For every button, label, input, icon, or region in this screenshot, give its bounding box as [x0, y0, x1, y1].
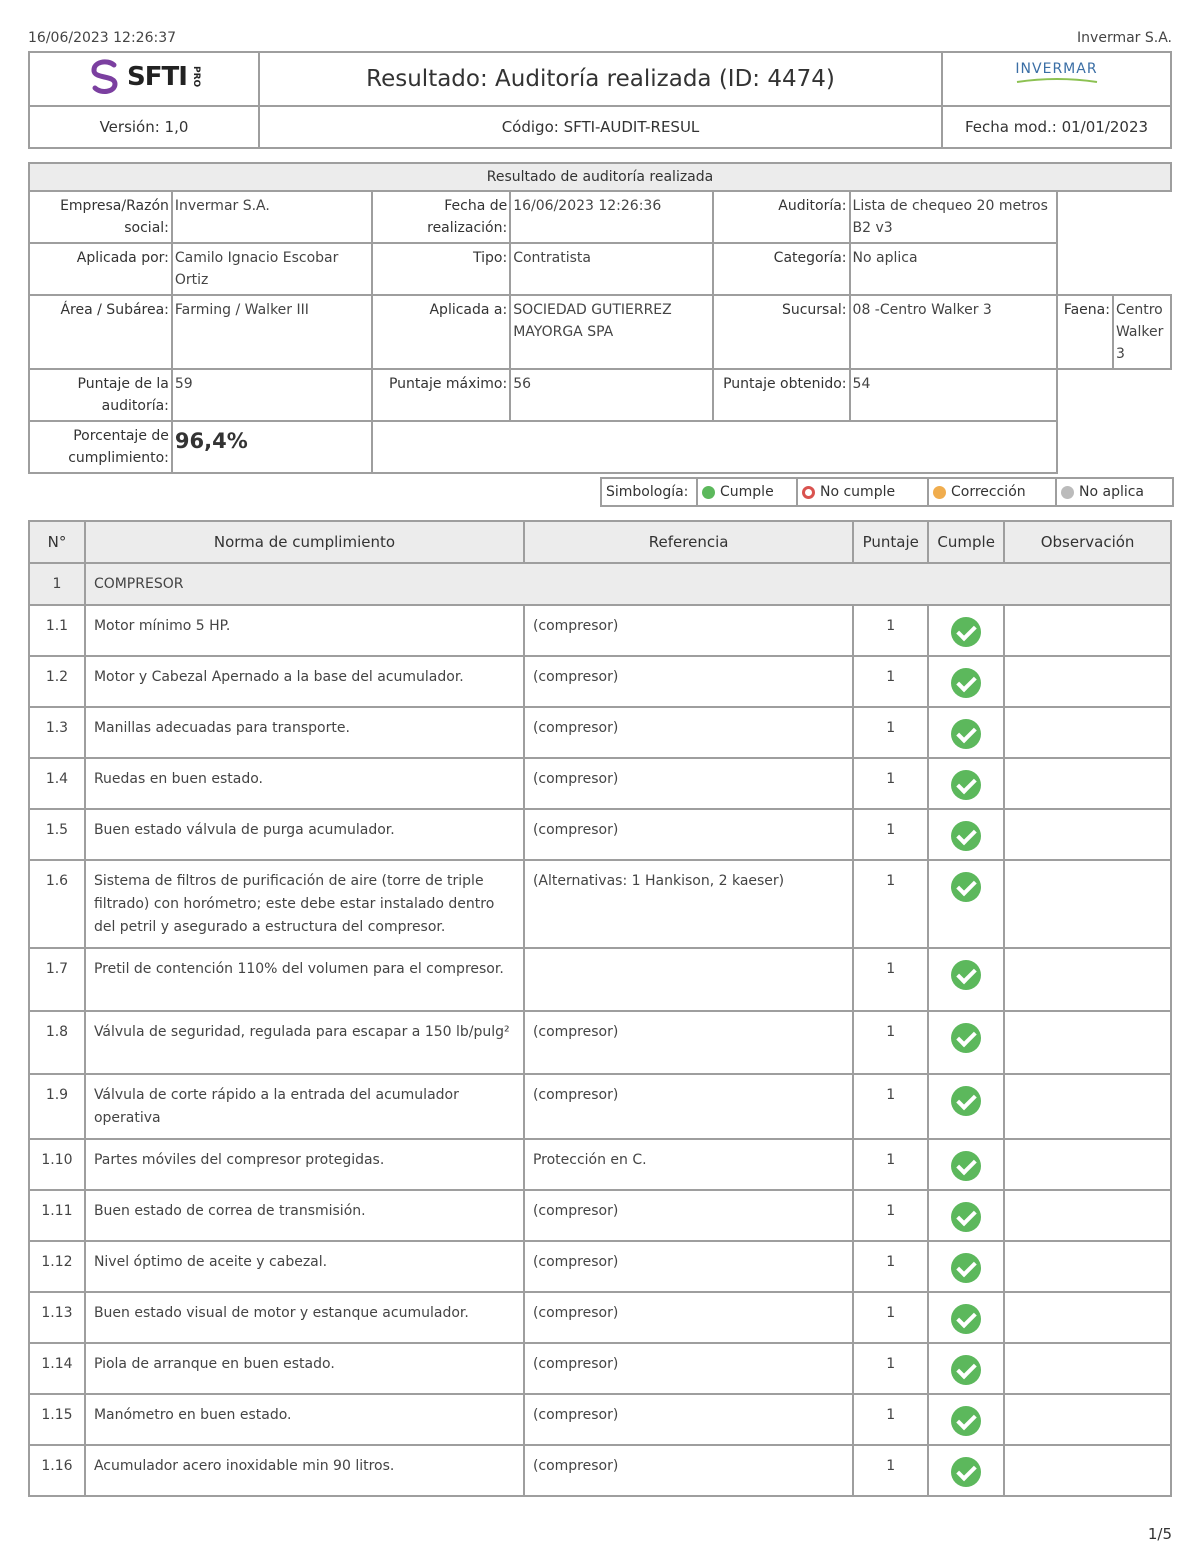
version: Versión: 1,0 — [29, 106, 259, 148]
row-cumple — [928, 1139, 1004, 1190]
row-cumple — [928, 1074, 1004, 1139]
table-row — [29, 1011, 1171, 1074]
logo-text: SFTI — [127, 62, 187, 92]
row-puntaje: 1 — [853, 1241, 928, 1292]
row-num: 1.9 — [29, 1074, 85, 1139]
row-num: 1.12 — [29, 1241, 85, 1292]
sucursal-label: Sucursal: — [713, 295, 850, 369]
faena-label: Faena: — [1057, 295, 1113, 369]
table-row — [29, 1445, 1171, 1496]
print-datetime: 16/06/2023 12:26:37 — [28, 30, 177, 46]
row-num: 1.3 — [29, 707, 85, 758]
row-norma: Pretil de contención 110% del volumen para el compresor. — [85, 948, 524, 1011]
row-puntaje: 1 — [853, 1292, 928, 1343]
row-num: 1.8 — [29, 1011, 85, 1074]
row-observacion — [1004, 1292, 1171, 1343]
section-row — [29, 563, 1171, 605]
row-num: 1.10 — [29, 1139, 85, 1190]
row-norma: Buen estado de correa de transmisión. — [85, 1190, 524, 1241]
col-puntaje: Puntaje — [853, 521, 928, 563]
row-num: 1.16 — [29, 1445, 85, 1496]
legend-cumple — [697, 478, 797, 506]
row-num: 1.6 — [29, 860, 85, 948]
col-observacion: Observación — [1004, 521, 1171, 563]
row-referencia: Protección en C. — [524, 1139, 853, 1190]
row-puntaje: 1 — [853, 758, 928, 809]
table-row — [29, 948, 1171, 1011]
col-norma: Norma de cumplimiento — [85, 521, 524, 563]
check-circle-icon — [951, 960, 981, 990]
area-label: Área / Subárea: — [29, 295, 172, 369]
row-cumple — [928, 656, 1004, 707]
sfti-logo — [87, 58, 201, 96]
page-header — [28, 30, 1172, 50]
row-puntaje: 1 — [853, 605, 928, 656]
row-norma: Buen estado válvula de purga acumulador. — [85, 809, 524, 860]
row-observacion — [1004, 707, 1171, 758]
aplicada-a-value: SOCIEDAD GUTIERREZ MAYORGA SPA — [510, 295, 713, 369]
row-num: 1.15 — [29, 1394, 85, 1445]
row-num: 1.13 — [29, 1292, 85, 1343]
aplicada-por-value: Camilo Ignacio Escobar Ortiz — [172, 243, 373, 295]
table-row — [29, 605, 1171, 656]
puntaje-obtenido-value: 54 — [850, 369, 1057, 421]
categoria-value: No aplica — [850, 243, 1057, 295]
row-num: 1.4 — [29, 758, 85, 809]
sucursal-value: 08 -Centro Walker 3 — [850, 295, 1057, 369]
sfti-swirl-icon — [87, 58, 123, 96]
empty-cell — [372, 421, 1057, 473]
row-cumple — [928, 1445, 1004, 1496]
porcentaje-label: Porcentaje de cumplimiento: — [29, 421, 172, 473]
legend-correccion-label: Corrección — [951, 484, 1026, 500]
table-row — [29, 1190, 1171, 1241]
row-num: 1.1 — [29, 605, 85, 656]
legend-no-aplica-label: No aplica — [1079, 484, 1145, 500]
check-circle-icon — [951, 719, 981, 749]
row-cumple — [928, 948, 1004, 1011]
tipo-label: Tipo: — [372, 243, 510, 295]
table-row — [29, 1292, 1171, 1343]
faena-value: Centro Walker 3 — [1113, 295, 1171, 369]
row-puntaje: 1 — [853, 1394, 928, 1445]
row-num: 1.14 — [29, 1343, 85, 1394]
row-referencia: (Alternativas: 1 Hankison, 2 kaeser) — [524, 860, 853, 948]
legend-no-aplica — [1056, 478, 1173, 506]
row-puntaje: 1 — [853, 1445, 928, 1496]
col-referencia: Referencia — [524, 521, 853, 563]
section-name: COMPRESOR — [85, 563, 1171, 605]
row-referencia: (compresor) — [524, 1074, 853, 1139]
check-circle-icon — [951, 821, 981, 851]
company-name: Invermar S.A. — [1077, 30, 1172, 46]
row-num: 1.11 — [29, 1190, 85, 1241]
row-cumple — [928, 605, 1004, 656]
row-cumple — [928, 1292, 1004, 1343]
no-aplica-icon — [1061, 486, 1074, 499]
fecha-label: Fecha de realización: — [372, 191, 510, 243]
table-row — [29, 809, 1171, 860]
no-cumple-icon — [802, 486, 815, 499]
row-norma: Ruedas en buen estado. — [85, 758, 524, 809]
table-row — [29, 656, 1171, 707]
porcentaje-value: 96,4% — [172, 421, 373, 473]
logo-cell — [29, 52, 259, 106]
col-cumple: Cumple — [928, 521, 1004, 563]
row-observacion — [1004, 1241, 1171, 1292]
row-referencia: (compresor) — [524, 656, 853, 707]
empty-cell — [1057, 369, 1171, 421]
row-puntaje: 1 — [853, 1190, 928, 1241]
row-norma: Sistema de filtros de purificación de aire (torre de triple filtrado) con horómetro; este debe estar instalado dentro del petril y asegurado a estructura del compresor. — [85, 860, 524, 948]
table-row — [29, 758, 1171, 809]
auditoria-label: Auditoría: — [713, 191, 850, 243]
tipo-value: Contratista — [510, 243, 713, 295]
row-puntaje: 1 — [853, 860, 928, 948]
row-puntaje: 1 — [853, 1139, 928, 1190]
modification-date: Fecha mod.: 01/01/2023 — [942, 106, 1171, 148]
table-row — [29, 1343, 1171, 1394]
check-circle-icon — [951, 1151, 981, 1181]
check-circle-icon — [951, 1457, 981, 1487]
empty-cell — [1057, 191, 1171, 243]
section-num: 1 — [29, 563, 85, 605]
table-row — [29, 1074, 1171, 1139]
row-norma: Válvula de seguridad, regulada para escapar a 150 lb/pulg² — [85, 1011, 524, 1074]
row-norma: Acumulador acero inoxidable min 90 litros. — [85, 1445, 524, 1496]
table-row — [29, 860, 1171, 948]
legend-no-cumple — [797, 478, 928, 506]
row-observacion — [1004, 758, 1171, 809]
correccion-icon — [933, 486, 946, 499]
row-norma: Motor mínimo 5 HP. — [85, 605, 524, 656]
row-observacion — [1004, 1074, 1171, 1139]
row-num: 1.2 — [29, 656, 85, 707]
row-observacion — [1004, 860, 1171, 948]
row-cumple — [928, 1394, 1004, 1445]
legend — [600, 477, 1174, 507]
document-header — [28, 51, 1172, 149]
fecha-value: 16/06/2023 12:26:36 — [510, 191, 713, 243]
row-puntaje: 1 — [853, 1343, 928, 1394]
row-norma: Motor y Cabezal Apernado a la base del acumulador. — [85, 656, 524, 707]
check-circle-icon — [951, 1023, 981, 1053]
row-puntaje: 1 — [853, 1011, 928, 1074]
aplicada-a-label: Aplicada a: — [372, 295, 510, 369]
row-referencia: (compresor) — [524, 1241, 853, 1292]
row-observacion — [1004, 1445, 1171, 1496]
row-referencia: (compresor) — [524, 707, 853, 758]
table-row — [29, 1241, 1171, 1292]
row-cumple — [928, 860, 1004, 948]
puntaje-auditoria-value: 59 — [172, 369, 373, 421]
row-norma: Piola de arranque en buen estado. — [85, 1343, 524, 1394]
row-num: 1.7 — [29, 948, 85, 1011]
legend-cumple-label: Cumple — [720, 484, 774, 500]
puntaje-obtenido-label: Puntaje obtenido: — [713, 369, 850, 421]
row-norma: Manillas adecuadas para transporte. — [85, 707, 524, 758]
row-referencia: (compresor) — [524, 1445, 853, 1496]
audit-info-table — [28, 162, 1172, 474]
row-observacion — [1004, 809, 1171, 860]
puntaje-maximo-label: Puntaje máximo: — [372, 369, 510, 421]
document-code: Código: SFTI-AUDIT-RESUL — [259, 106, 942, 148]
logo-suffix: PRO — [190, 66, 201, 88]
row-referencia: (compresor) — [524, 1011, 853, 1074]
categoria-label: Categoría: — [713, 243, 850, 295]
compliance-table — [28, 520, 1172, 1497]
row-puntaje: 1 — [853, 809, 928, 860]
row-observacion — [1004, 1190, 1171, 1241]
row-observacion — [1004, 1343, 1171, 1394]
check-circle-icon — [951, 1406, 981, 1436]
legend-title: Simbología: — [601, 478, 697, 506]
row-cumple — [928, 1241, 1004, 1292]
row-cumple — [928, 1190, 1004, 1241]
row-observacion — [1004, 1139, 1171, 1190]
row-norma: Nivel óptimo de aceite y cabezal. — [85, 1241, 524, 1292]
row-referencia: (compresor) — [524, 1190, 853, 1241]
row-puntaje: 1 — [853, 707, 928, 758]
row-referencia: (compresor) — [524, 1292, 853, 1343]
row-observacion — [1004, 1394, 1171, 1445]
col-num: N° — [29, 521, 85, 563]
row-norma: Manómetro en buen estado. — [85, 1394, 524, 1445]
brand-logo-cell — [942, 52, 1171, 106]
cumple-icon — [702, 486, 715, 499]
auditoria-value: Lista de chequeo 20 metros B2 v3 — [850, 191, 1057, 243]
check-circle-icon — [951, 1304, 981, 1334]
page-number: 1/5 — [1147, 1525, 1172, 1543]
empty-cell — [1057, 243, 1171, 295]
row-puntaje: 1 — [853, 1074, 928, 1139]
row-cumple — [928, 758, 1004, 809]
check-circle-icon — [951, 1086, 981, 1116]
row-observacion — [1004, 1011, 1171, 1074]
row-norma: Buen estado visual de motor y estanque acumulador. — [85, 1292, 524, 1343]
table-row — [29, 1139, 1171, 1190]
check-circle-icon — [951, 770, 981, 800]
row-observacion — [1004, 656, 1171, 707]
row-referencia: (compresor) — [524, 809, 853, 860]
check-circle-icon — [951, 617, 981, 647]
area-value: Farming / Walker III — [172, 295, 373, 369]
table-row — [29, 1394, 1171, 1445]
legend-no-cumple-label: No cumple — [820, 484, 896, 500]
row-norma: Válvula de corte rápido a la entrada del acumulador operativa — [85, 1074, 524, 1139]
row-observacion — [1004, 948, 1171, 1011]
row-puntaje: 1 — [853, 948, 928, 1011]
row-num: 1.5 — [29, 809, 85, 860]
row-referencia: (compresor) — [524, 605, 853, 656]
empty-cell — [1057, 421, 1171, 473]
check-circle-icon — [951, 668, 981, 698]
row-cumple — [928, 1011, 1004, 1074]
check-circle-icon — [951, 1253, 981, 1283]
empresa-value: Invermar S.A. — [172, 191, 373, 243]
row-referencia: (compresor) — [524, 1394, 853, 1445]
puntaje-maximo-value: 56 — [510, 369, 713, 421]
legend-correccion — [928, 478, 1056, 506]
check-circle-icon — [951, 1355, 981, 1385]
row-norma: Partes móviles del compresor protegidas. — [85, 1139, 524, 1190]
row-cumple — [928, 1343, 1004, 1394]
row-observacion — [1004, 605, 1171, 656]
row-referencia — [524, 948, 853, 1011]
table-row — [29, 707, 1171, 758]
info-header: Resultado de auditoría realizada — [29, 163, 1171, 191]
row-cumple — [928, 707, 1004, 758]
empresa-label: Empresa/Razón social: — [29, 191, 172, 243]
row-referencia: (compresor) — [524, 758, 853, 809]
check-circle-icon — [951, 872, 981, 902]
row-cumple — [928, 809, 1004, 860]
document-title: Resultado: Auditoría realizada (ID: 4474) — [259, 52, 942, 106]
brand-underline-icon — [1012, 77, 1102, 85]
check-circle-icon — [951, 1202, 981, 1232]
puntaje-auditoria-label: Puntaje de la auditoría: — [29, 369, 172, 421]
aplicada-por-label: Aplicada por: — [29, 243, 172, 295]
row-puntaje: 1 — [853, 656, 928, 707]
row-referencia: (compresor) — [524, 1343, 853, 1394]
invermar-logo: INVERMAR — [1015, 61, 1098, 77]
